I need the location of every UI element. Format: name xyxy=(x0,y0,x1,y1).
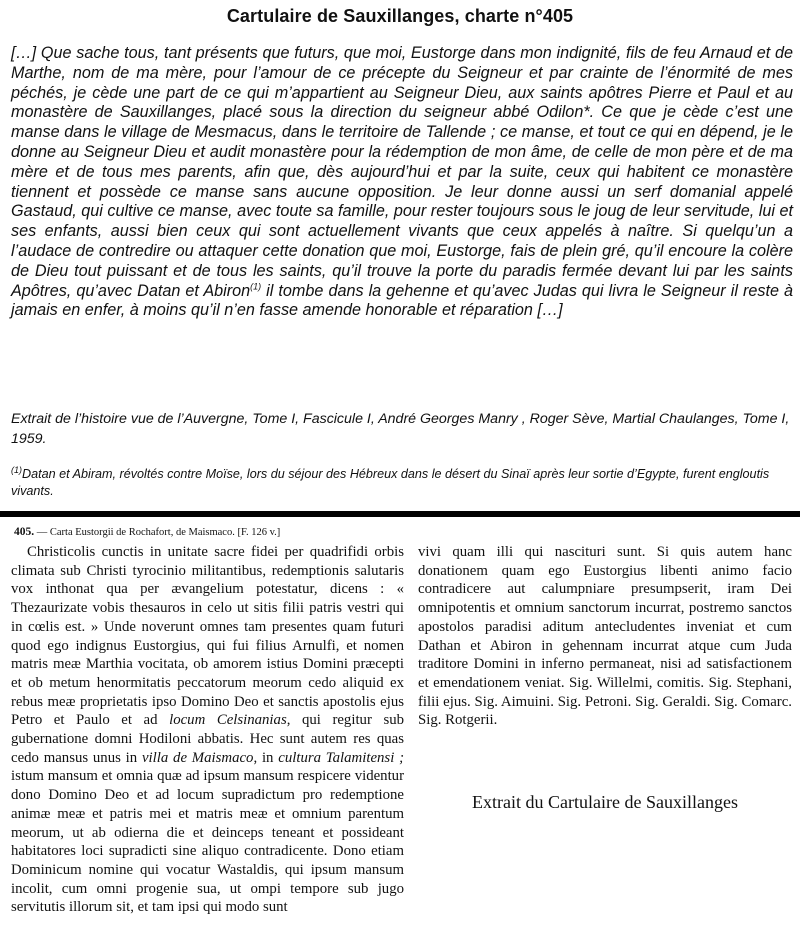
footnote-mark: (1) xyxy=(11,464,22,475)
footnote-text: Datan et Abiram, révoltés contre Moïse, lors du séjour des Hébreux dans le désert du Sinaï après leur sortie d’Egypte, furent engloutis vivants. xyxy=(11,467,770,498)
charter-heading xyxy=(14,526,414,538)
latin-text-right-column: vivi quam illi qui nascituri sunt. Si quis autem hanc donationem quam ego Eustorgius libenti animo facio contradicere aut calumpniare presumpserit, iram Dei omnipotentis et omnium sanctorum incurrat, postremo sanctos apostolos paradisi aditum antecludentes inveniat et cum Dathan et Abiron in gehennam incurrat atque cum Juda traditore Domini in inferno permaneat, nisi ad satisfactionem et emendationem veniat. Sig. Willelmi, comitis. Sig. Stephani, filii ejus. Sig. Aimuini. Sig. Petroni. Sig. Geraldi. Sig. Comarc. Sig. Rotgerii. xyxy=(418,544,792,729)
divider-rule xyxy=(0,511,800,517)
latin-segment: , in xyxy=(253,749,279,766)
french-translation xyxy=(11,44,793,321)
extract-label: Extrait du Cartulaire de Sauxillanges xyxy=(472,792,738,812)
french-text-end: il tombe dans la gehenne et qu’avec Judas qui livra le Seigneur il reste à jamais en enfer, à moins qu’il n’en fasse amende honorable et réparation […] xyxy=(11,281,793,320)
latin-text-left-column xyxy=(11,543,404,917)
latin-segment: Christicolis cunctis in unitate sacre fidei per quadrifidi orbis climata sub Christi tyrocinio militantibus, redemptionis salutaris vox inthonat qua per ævangelium potestatur, dicens : « Thezaurizate vobis thesauros in celo ut sitis filii patris vestri qui in cœlis est. » Unde noverunt omnes tam presentes quam futuri quod ego indignus Eustorgius, qui fui filius Arnulfi, et nomen matris meæ Marthia vocitata, ob amorem istius Domini præcepti et ob metum henormitatis peccatorum meorum cedo aliquid ex rebus meæ proprietatis ipso Domino Deo et sanctis apostolis ejus Petro et Paulo et ad xyxy=(11,544,404,729)
latin-italic-segment: villa de Maismaco xyxy=(141,749,254,766)
french-text: […] Que sache tous, tant présents que futurs, que moi, Eustorge dans mon indignité, fils de feu Arnaud et de Marthe, nom de ma mère, pour l’amour de ce précepte du Seigneur et par crainte de l’énormité de mes péchés, je cède une part de ce qui m’appartient au Seigneur Dieu, aux saints apôtres Pierre et Paul et au monastère de Sauxillanges, placé sous la direction du seigneur abbé Odilon*. Ce que je cède c’est une manse dans le village de Mesmacus, dans le territoire de Tallende ; ce manse, et tout ce qui en dépend, je le donne au Seigneur Dieu et audit monastère pour la rédemption de mon âme, de celle de mon père et de ma mère et de tous mes parents, afin que, dès aujourd’hui et par la suite, ceux qui habitent ce monastère tiennent et possède ce manse sans aucune opposition. Je leur donne aussi un serf domanial appelé Gastaud, qui cultive ce manse, avec toute sa famille, pour rester toujours sous le joug de leur servitude, lui et ses enfants, aussi bien ceux qui sont actuellement vivants que ceux appelés à naître. Si quelqu’un a l’audace de contredire ou attaquer cette donation que moi, Eustorge, fais de plein gré, qu’il encoure la colère de Dieu tout puissant et de tous les saints, qu’il trouve la porte du paradis fermée devant lui par les saints Apôtres, qu’avec Datan et Abiron xyxy=(11,44,793,300)
source-citation: Extrait de l’histoire vue de l’Auvergne, Tome I, Fascicule I, André Georges Manry , Roger Sève, Martial Chaulanges, Tome I, 1959. xyxy=(11,411,790,447)
latin-italic-segment: cultura Talamitensi ; xyxy=(278,749,405,766)
footnote xyxy=(11,466,795,500)
footnote-reference: (1) xyxy=(250,281,262,292)
latin-italic-segment: locum Celsinanias xyxy=(169,712,287,729)
page-title: Cartulaire de Sauxillanges, charte n°405 xyxy=(226,6,574,26)
latin-segment: , qui regitur sub gubernatione domni Hodiloni abbatis. Hec sunt autem res quas cedo mansus unus in xyxy=(11,712,404,766)
latin-segment: istum mansum et omnia quæ ad ipsum mansum respicere videntur dono Domino Deo et ad locum supradictum pro redemptione animæ meæ et patris mei et matris meæ et omnium parentum meorum, ut ab odierna die et deinceps teneant et possideant habitatores loci supradicti sine aliquo contradicente. Dono etiam Dominicum nomine qui vocatur Wastaldis, qui ipsum mansum incolit, cum omni progenie sua, ut ompi tempore sub jugo servitutis illorum sit, et tam ipsi qui modo sunt xyxy=(11,768,404,916)
charter-heading-text: — Carta Eustorgii de Rochafort, de Maismaco. [F. 126 v.] xyxy=(36,527,281,538)
charter-number: 405. xyxy=(14,526,35,538)
